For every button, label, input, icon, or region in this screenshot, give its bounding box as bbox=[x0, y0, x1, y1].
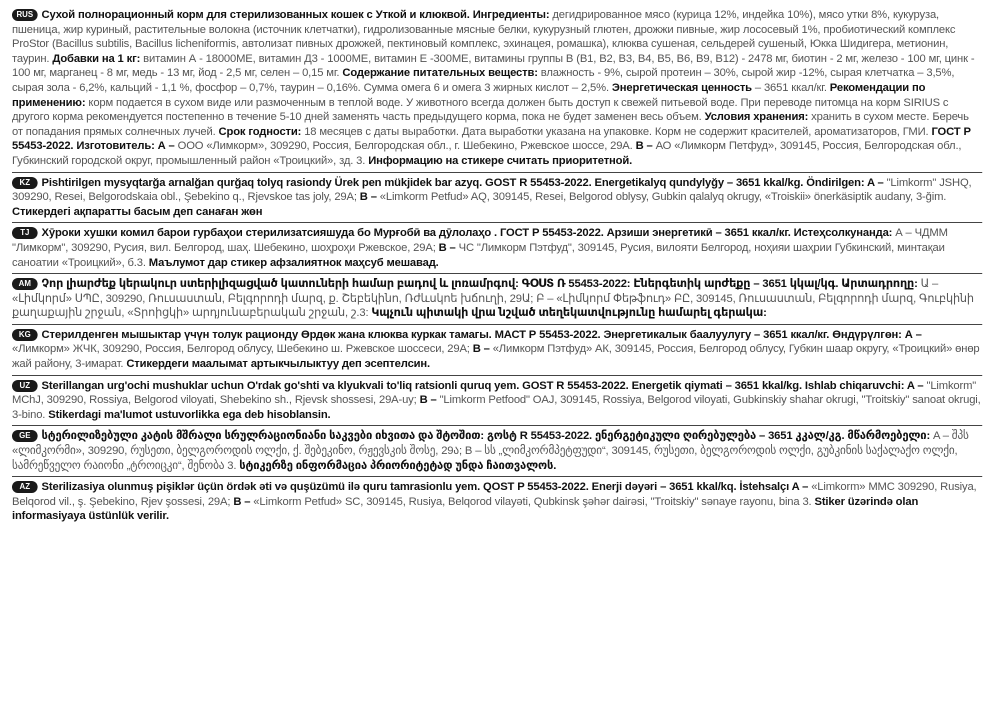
label-heading-text: B – bbox=[233, 495, 254, 508]
label-heading-text: Стерилденген мышыктар үчүн толук рационду Өрдөк жана клюква куркак тамагы. МАСТ Р 55453-2022. Энергетикалык баалуулугу – 3651 ккал/кг. Өндүрүлгөн: А – bbox=[41, 328, 922, 341]
label-heading-text: Сухой полнорационный корм для стерилизованных кошек с Уткой и клюквой. Ингредиенты: bbox=[41, 9, 553, 21]
language-code-badge: GE bbox=[12, 430, 38, 442]
label-body-text: ЧС "Лимкорм Пэтфуд", 309145, Русия, вилояти Белгород, ноҳияи шаҳрии Губкинский, минтақаи саноатии «Троицкий», б.3. bbox=[12, 241, 945, 269]
label-heading-text: Энергетическая ценность bbox=[611, 81, 755, 94]
label-body-text: ООО «Лимкорм», 309290, Россия, Белгородская обл., г. Шебекино, Ржевское шоссе, 29А. bbox=[177, 140, 636, 153]
label-heading-text: В – bbox=[472, 343, 493, 356]
label-body-text: "Limkorm" JSHQ, 309290, Resei, Belgorodskaia obl., Şebekino q., Rjevskoe tas joly, 29A; bbox=[12, 176, 972, 204]
label-heading-text: B – bbox=[419, 394, 440, 407]
label-heading-text: Стикердегі ақпаратты басым деп санаған жөн bbox=[12, 205, 263, 218]
language-code-badge: KG bbox=[12, 329, 38, 341]
label-body-text: А – ЧДММ "Лимкорм", 309290, Русия, вил. Белгород, шаҳ. Шебекино, шоҳроҳи Ржевское, 29А; bbox=[12, 227, 948, 254]
language-code-badge: AM bbox=[12, 278, 38, 290]
label-body-text: «Limkorm» MMC 309290, Rusiya, Belqorod vil., ş. Şebekino, Rjev şossesi, 29A; bbox=[12, 481, 977, 508]
label-body-text: «Лимкорм» ЖЧК, 309290, Россия, Белгород облусу, Шебекино ш. Ржевское шоссеси, 29А; bbox=[12, 343, 473, 356]
label-heading-text: Stikerdagi ma'lumot ustuvorlikka ega deb hisoblansin. bbox=[48, 408, 331, 421]
label-body-text: "Limkorm" MChJ, 309290, Rossiya, Belgorod viloyati, Shebekino sh., Rjevsk shossesi, 29A-uy; bbox=[12, 379, 977, 407]
label-heading-text: Pishtirilgen mysyqtarğa arnalğan qurğaq tolyq rasiondy Ürek pen mükjidek bar azyq. GOST R 55453-2022. Energetikalyq qundylyğy – 3651 kkal/kg. Öndirilgen: A – bbox=[41, 176, 887, 189]
label-heading-text: Sterillangan urg'ochi mushuklar uchun O'rdak go'shti va klyukvali to'liq ratsionli quruq yem. GOST R 55453-2022. Energetik qiymati – 3651 kkal/kg. Ishlab chiqaruvchi: A – bbox=[41, 379, 927, 392]
label-heading-text: Չոր լիարժեք կերակուր ստերիլիզացված կատուների համար բադով և լոռամրգով: ԳՕՍՏ Ռ 55453-2022: Էներգետիկ արժեքը – 3651 կկալ/կգ. Արտադրողը: bbox=[41, 278, 921, 291]
label-body-text: Ա – «Լիմկորմ» ՍՊԸ, 309290, Ռուսաստան, Բելգորոդի մարզ, ք. Շեբեկինո, Ռժևսկոե խճուղի, 29Ա; Բ – «Լիմկորմ Փեթֆուդ» ԲԸ, 309145, Ռուսաստան, Բելգորոդի մարզ, Գուբկինի քաղաքային շրջան, «Տրոիցկի» արդյունաբերական շրջան, շ.3: bbox=[12, 278, 974, 320]
label-heading-text: В – bbox=[438, 241, 459, 254]
label-body-text: хранить в сухом месте. Беречь от попадания прямых солнечных лучей. bbox=[12, 111, 969, 138]
label-heading-text: Информацию на стикере считать приоритетной. bbox=[368, 154, 633, 167]
language-code-badge: AZ bbox=[12, 481, 38, 493]
label-heading-text: Sterilizasiya olunmuş pişiklər üçün ördək əti və quşüzümü ilə quru tamrasionlu yem. QOST P 55453-2022. Enerji dəyəri – 3651 kkal/kq. İstehsalçı A – bbox=[41, 481, 812, 494]
label-heading-text: სტიკერზე ინფორმაცია პრიორიტეტად უნდა ჩაითვალოს. bbox=[239, 459, 557, 472]
label-body-text: АО «Лимкорм Петфуд», 309145, Россия, Белгородская обл., Губкинский городской округ, промышленный район «Троицкий», зд. 3. bbox=[12, 140, 962, 167]
language-block-kz bbox=[12, 172, 982, 220]
label-body-text: «Лимкорм Пэтфуд» АК, 309145, Россия, Белгород облусу, Губкин шаар округу, «Троицкий» өнөр жай району, 3-имарат. bbox=[12, 343, 980, 371]
label-heading-text: Содержание питательных веществ: bbox=[342, 67, 541, 80]
label-body-text: A – შპს «ლიმკორმი», 309290, რუსეთი, ბელგოროდის ოლქი, ქ. შებეკინო, რჟევსკის შოსე, 29ა; B – სს „ლიმკორმპეტფუდი“, 309145, რუსეთი, ბელგოროდის ოლქი, გუბკინის საქალაქო ოლქი, სამრეწველო რაიონი „ტროიცკი“, შენობა 3. bbox=[12, 430, 969, 472]
label-heading-text: Маълумот дар стикер афзалиятнок маҳсуб мешавад. bbox=[148, 256, 439, 269]
label-heading-text: Срок годности: bbox=[218, 125, 305, 138]
label-heading-text: ГОСТ Р 55453-2022. Изготовитель: А – bbox=[12, 125, 971, 153]
label-heading-text: Stiker üzərində olan informasiyaya üstünlük verilir. bbox=[12, 495, 919, 523]
label-heading-text: B – bbox=[359, 191, 380, 204]
label-body-text: 18 месяцев с даты выработки. Дата выработки указана на упаковке. Корм не содержит красителей, ароматизаторов, ГМИ. bbox=[304, 125, 932, 138]
language-block-ge bbox=[12, 425, 982, 473]
language-block-az bbox=[12, 476, 982, 524]
language-block-rus bbox=[12, 8, 982, 169]
language-code-badge: TJ bbox=[12, 227, 38, 239]
label-heading-text: Хӯроки хушки комил барои гурбаҳои стерилизатсияшуда бо Мурғобӣ ва дӯлолаҳо . ГОСТ Р 55453-2022. Арзиши энергетикӣ – 3651 ккал/кг. Истеҳсолкунанда: bbox=[41, 227, 896, 240]
label-body-text: корм подается в сухом виде или размоченным в теплой воде. У животного всегда должен быть доступ к свежей питьевой воде. При переводе питомца на корм SIRIUS с другого корма рекомендуется постепенно в течение 5-10 дней заменять часть предыдущего корма, пока не будет заменен весь объем. bbox=[12, 96, 949, 124]
label-body-text: влажность - 9%, сырой протеин – 30%, сырой жир -12%, сырая клетчатка – 3,5%, сырая зола - 6,2%, кальций - 1,1 %, фосфор – 0,7%, таурин – 0,16%. Сумма омега 6 и омега 3 жирных кислот – 2,5%. bbox=[12, 67, 955, 94]
label-body-text: "Limkorm Petfood" OAJ, 309145, Rossiya, Belgorod viloyati, Gubkinskiy shahar okrugi, "Troitskiy" sanoat okrugi, 3-bino. bbox=[12, 394, 981, 421]
language-code-badge: UZ bbox=[12, 380, 38, 392]
language-block-uz bbox=[12, 375, 982, 423]
language-code-badge: KZ bbox=[12, 177, 38, 189]
label-body-text: «Limkorm Petfud» AQ, 309145, Resei, Belgorod oblysy, Gubkin qalalyq okrugy, «Troiskii» önerkäsiptik audany, 3-ğim. bbox=[379, 191, 947, 204]
label-heading-text: Рекомендации по применению: bbox=[12, 81, 926, 109]
label-heading-text: სტერილიზებული კატის მშრალი სრულრაციონიანი საკვები იხვითა და შტოშით: გოსტ R 55453-2022. ენერგეტიკული ღირებულება – 3651 კკალ/კგ. მწარმოებელი: bbox=[41, 430, 934, 443]
language-block-am bbox=[12, 273, 982, 321]
label-heading-text: В – bbox=[635, 140, 656, 153]
label-body-text: «Limkorm Petfud» SC, 309145, Rusiya, Belqorod vilayəti, Qubkinsk şəhər dairəsi, "Troitskiy" sənaye rayonu, bina 3. bbox=[253, 495, 815, 508]
label-body-text: витамин А - 18000МЕ, витамин Д3 - 1000МЕ, витамин Е -300МЕ, витамины группы В (В1, В2, В3, В4, В5, В6, В9, В12) - 2478 мг, биотин - 2 мг, железо - 100 мг, цинк - 100 мг, марганец - 8 мг, медь - 13 мг, йод - 2,5 мг, селен – 0,15 мг. bbox=[12, 52, 975, 80]
label-heading-text: Стикердеги маалымат артыкчылыктуу деп эсептелсин. bbox=[126, 358, 431, 371]
label-body-text: дегидрированное мясо (курица 12%, индейка 10%), мясо утки 8%, кукуруза, пшеница, жир куриный, растительные волокна (источник клетчатки), гидролизованные мясные белки, кукурузный глютен, дрожжи пивные, жир лососевый 1%, пробиотический комплекс ProStor (Bacillus subtilis, Bacillus licheniformis, автолизат пивных дрожжей, пектиновый комплекс, эхинацея, ромашка), клюква сушеная, сельдерей сушеный, Юкка Шидигера, метионин, таурин. bbox=[12, 9, 956, 65]
label-body-text: – 3651 ккал/кг. bbox=[754, 81, 830, 94]
label-heading-text: Добавки на 1 кг: bbox=[52, 52, 144, 65]
label-heading-text: Условия хранения: bbox=[704, 111, 812, 124]
language-block-tj bbox=[12, 222, 982, 270]
language-code-badge: RUS bbox=[12, 9, 38, 21]
language-block-kg bbox=[12, 324, 982, 372]
label-heading-text: Կպչուն պիտակի վրա նշված տեղեկատվությունը համարել գերակա: bbox=[371, 307, 767, 320]
